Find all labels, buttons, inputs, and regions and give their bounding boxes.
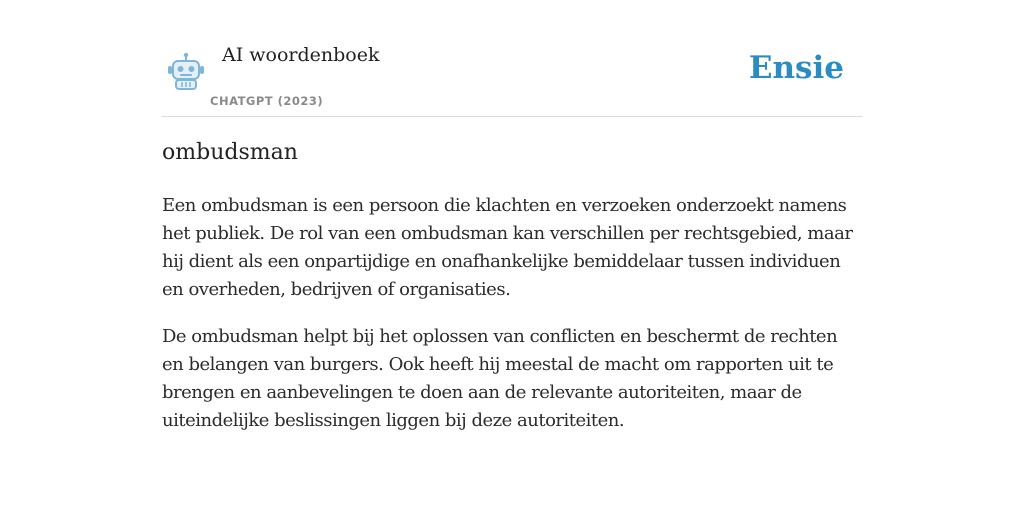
definition-paragraph: Een ombudsman is een persoon die klachten en verzoeken onderzoekt namens het publiek. De rol van een ombudsman kan verschillen per rechtsgebied, maar hij dient als een onpartijdige en onafhankelijke bemiddelaar tussen individuen en overheden, bedrijven of organisaties. bbox=[162, 195, 853, 300]
source-subtitle: CHATGPT (2023) bbox=[210, 94, 324, 108]
definition-text bbox=[162, 192, 862, 454]
ensie-logo[interactable]: Ensie bbox=[748, 50, 844, 86]
definition-paragraph: De ombudsman helpt bij het oplossen van conflicten en beschermt de rechten en belangen van burgers. Ook heeft hij meestal de macht om rapporten uit te brengen en aanbevelingen te doen aan de relevante autoriteiten, maar de uiteindelijke beslissingen liggen bij deze autoriteiten. bbox=[162, 326, 838, 431]
source-header bbox=[162, 0, 862, 117]
source-title: AI woordenboek bbox=[222, 44, 380, 66]
robot-icon bbox=[166, 52, 206, 90]
term-heading: ombudsman bbox=[162, 140, 298, 165]
definition-card bbox=[162, 0, 862, 512]
